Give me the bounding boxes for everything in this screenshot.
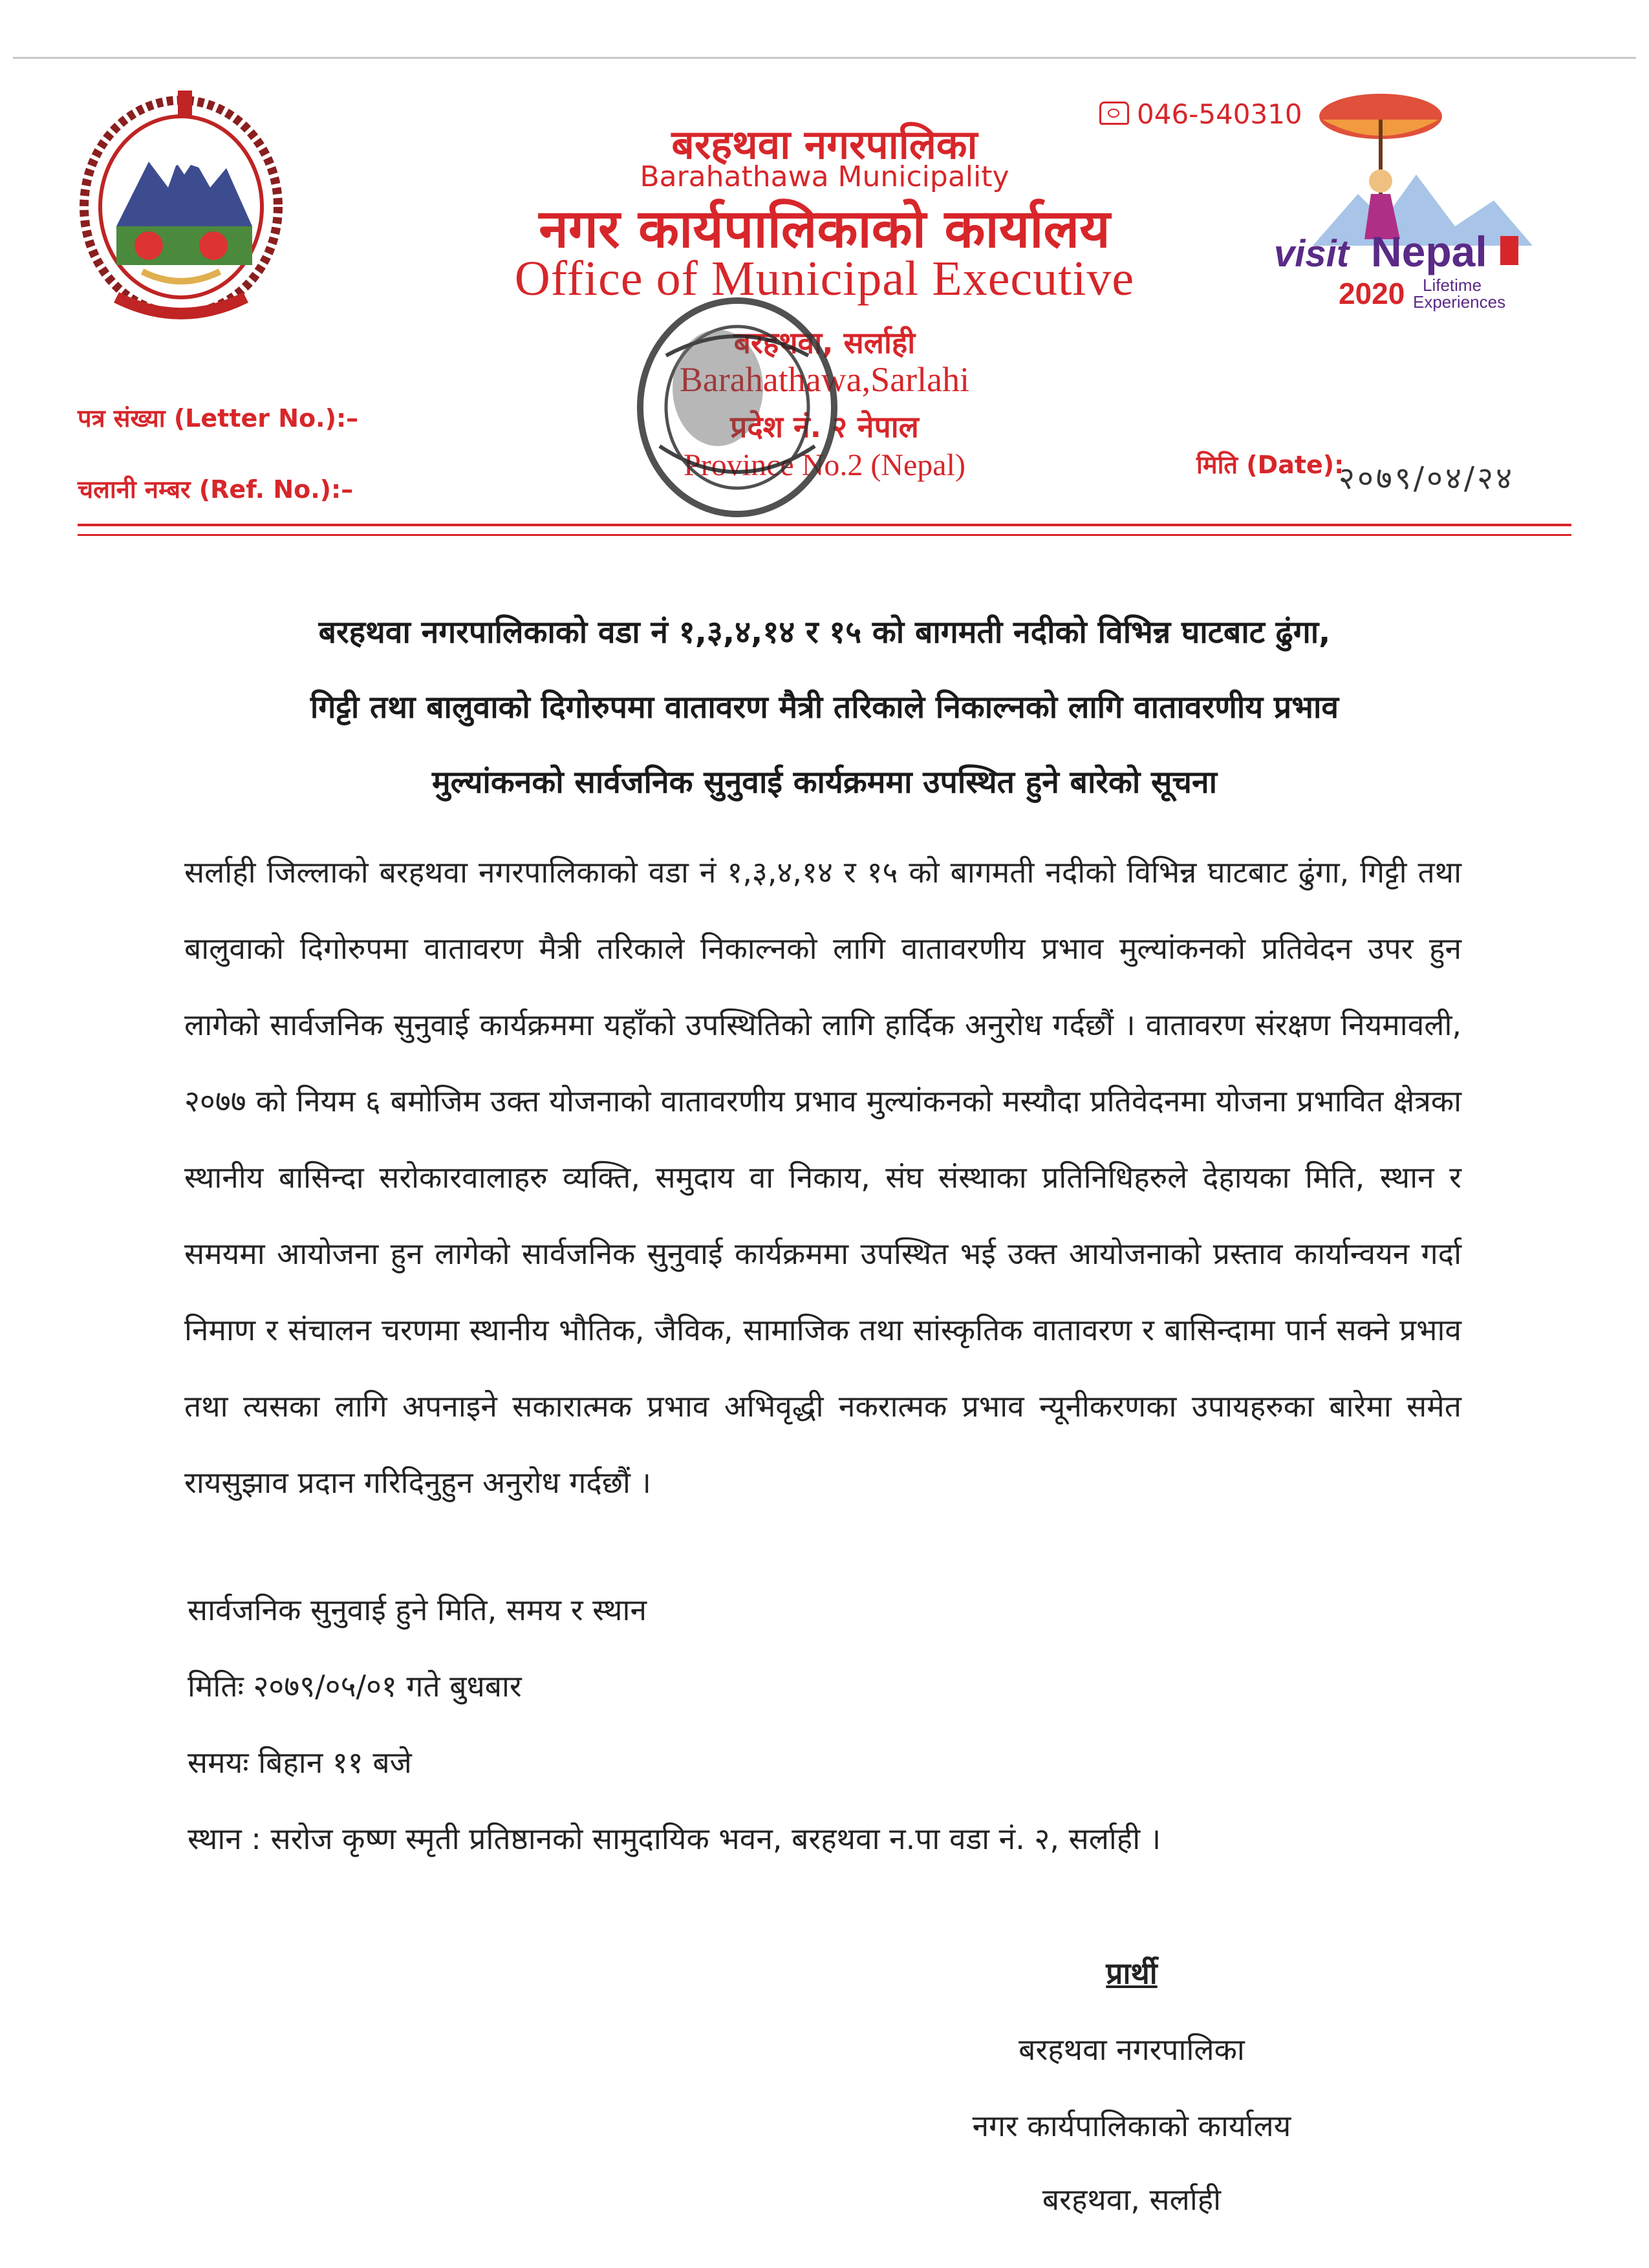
office-name-en: Office of Municipal Executive — [514, 251, 1135, 306]
office-name-np: नगर कार्यपालिकाको कार्यालय — [539, 198, 1110, 260]
visit-text: visit — [1274, 233, 1350, 275]
hearing-time: समयः बिहान ११ बजे — [188, 1745, 412, 1780]
header-divider-thin — [78, 534, 1571, 536]
municipality-name-en: Barahathawa Municipality — [640, 160, 1009, 193]
province-en: Province No.2 (Nepal) — [684, 448, 965, 482]
top-border-line — [13, 57, 1636, 59]
visit-nepal-logo — [1261, 91, 1546, 336]
signature-line-3: बरहथवा, सर्लाही — [1042, 2182, 1222, 2217]
letter-number-label: पत्र संख्या (Letter No.):– — [78, 404, 359, 433]
signature-title: प्रार्थी — [1106, 1956, 1158, 1991]
phone-icon — [1099, 102, 1129, 125]
municipality-name-np: बरहथवा नगरपालिका — [671, 121, 978, 168]
hearing-heading: सार्वजनिक सुनुवाई हुने मिति, समय र स्थान — [188, 1592, 647, 1627]
subject-line-1: बरहथवा नगरपालिकाको वडा नं १,३,४,१४ र १५ को बागमती नदीको विभिन्न घाटबाट ढुंगा, — [318, 614, 1331, 650]
tagline-lifetime: Lifetime — [1423, 275, 1482, 295]
year-text: 2020 — [1339, 277, 1405, 310]
signature-line-2: नगर कार्यपालिकाको कार्यालय — [972, 2108, 1291, 2143]
hearing-date: मितिः २०७९/०५/०१ गते बुधबार — [188, 1669, 522, 1704]
notice-body-paragraph: सर्लाही जिल्लाको बरहथवा नगरपालिकाको वडा नं १,३,४,१४ र १५ को बागमती नदीको विभिन्न घाटबाट ढुंगा, गिट्टी तथा बालुवाको दिगोरुपमा वातावरण मैत्री तरिकाले निकाल्नको लागि वातावरणीय प्रभाव मुल्यांकनको प्रतिवेदन उपर हुन लागेको सार्वजनिक सुनुवाई कार्यक्रममा यहाँको उपस्थितिको लागि हार्दिक अनुरोध गर्दछौं । वातावरण संरक्षण नियमावली, २०७७ को नियम ६ बमोजिम उक्त योजनाको वातावरणीय प्रभाव मुल्यांकनको मस्यौदा प्रतिवेदनमा योजना प्रभावित क्षेत्रका स्थानीय बासिन्दा सरोकारवालाहरु व्यक्ति, समुदाय वा निकाय, संघ संस्थाका प्रतिनिधिहरुले देहायका मिति, स्थान र समयमा आयोजना हुन लागेको सार्वजनिक सुनुवाई कार्यक्रममा उपस्थित भई उक्त आयोजनाको प्रस्ताव कार्यान्वयन गर्दा निमाण र संचालन चरणमा स्थानीय भौतिक, जैविक, सामाजिक तथा सांस्कृतिक वातावरण र बासिन्दामा पार्न सक्ने प्रभाव तथा त्यसका लागि अपनाइने सकारात्मक प्रभाव अभिवृद्धी नकरात्मक प्रभाव न्यूनीकरणका उपायहरुका बारेमा समेत रायसुझाव प्रदान गरिदिनुहुन अनुरोध गर्दछौं । — [184, 855, 1461, 1500]
address-np: बरहथवा, सर्लाही — [733, 325, 916, 360]
phone-text: 046-540310 — [1137, 98, 1302, 130]
subject-line-3: मुल्यांकनको सार्वजनिक सुनुवाई कार्यक्रममा उपस्थित हुने बारेको सूचना — [431, 764, 1218, 800]
date-value: २०७९/०४/२४ — [1339, 460, 1515, 497]
tagline-experiences: Experiences — [1413, 292, 1506, 312]
official-seal-stamp — [621, 278, 905, 524]
nepal-text: Nepal — [1371, 228, 1487, 275]
signature-line-1: बरहथवा नगरपालिका — [1018, 2032, 1245, 2067]
notice-subject — [129, 595, 1520, 820]
date-label: मिति (Date): — [1196, 451, 1344, 479]
header-divider-thick — [78, 524, 1571, 526]
hearing-place: स्थान : सरोज कृष्ण स्मृती प्रतिष्ठानको सामुदायिक भवन, बरहथवा न.पा वडा नं. २, सर्लाही । — [188, 1821, 1161, 1856]
reference-number-label: चलानी नम्बर (Ref. No.):– — [78, 475, 354, 504]
province-np: प्रदेश नं. २ नेपाल — [730, 409, 919, 444]
subject-line-2: गिट्टी तथा बालुवाको दिगोरुपमा वातावरण मैत्री तरिकाले निकाल्नको लागि वातावरणीय प्रभाव — [310, 689, 1339, 725]
address-en: Barahathawa,Sarlahi — [679, 360, 970, 399]
